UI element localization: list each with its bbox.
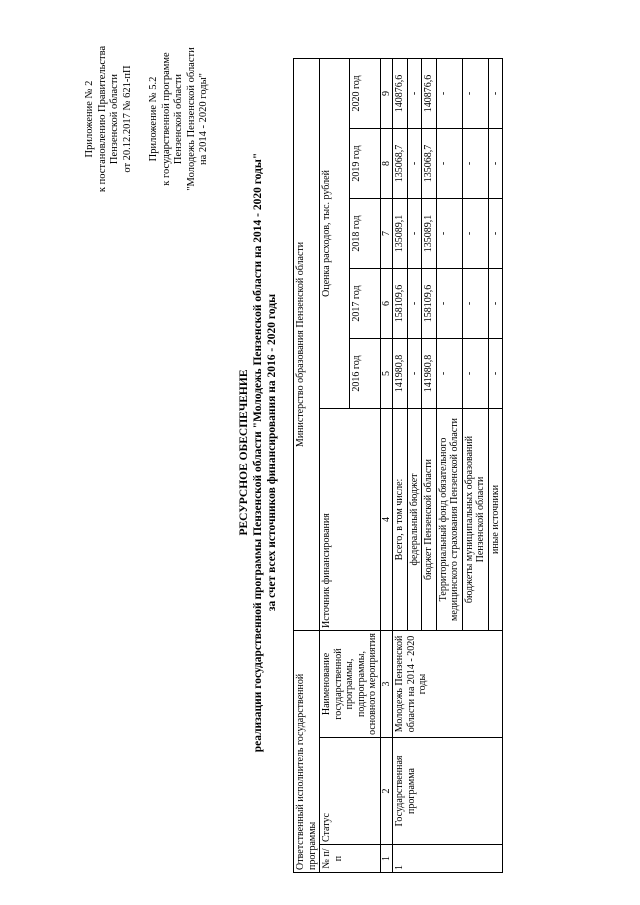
appendix-main-line: Пензенской области xyxy=(109,73,120,165)
value-cell: 158109,6 xyxy=(422,268,437,338)
value-cell: - xyxy=(462,58,488,128)
appendix-main-block xyxy=(84,4,134,234)
header-num: № п/п xyxy=(320,845,381,873)
value-cell: - xyxy=(462,338,488,408)
resource-table xyxy=(293,58,503,873)
value-cell: - xyxy=(488,58,503,128)
column-number: 3 xyxy=(380,630,393,737)
value-cell: - xyxy=(407,268,422,338)
source-cell: бюджеты муниципальных образований Пензенской области xyxy=(462,408,488,630)
responsible-label: Ответственный исполнитель государственной программы xyxy=(294,630,320,872)
responsible-row xyxy=(294,58,320,872)
source-cell: бюджет Пензенской области xyxy=(422,408,437,630)
appendix-sub-line: "Молодежь Пензенской области xyxy=(185,47,197,191)
document-subtitle-2: за счет всех источников финансирования на 2016 - 2020 годы xyxy=(266,293,278,612)
column-numbers-row xyxy=(380,58,393,872)
value-cell: - xyxy=(462,128,488,198)
year-header: 2018 год xyxy=(350,198,380,268)
appendix-sub-line: Приложение № 5.2 xyxy=(148,76,159,162)
value-cell: - xyxy=(488,128,503,198)
value-cell: - xyxy=(488,268,503,338)
value-cell: - xyxy=(436,268,462,338)
document-subtitle: реализации государственной программы Пензенской области "Молодежь Пензенской области на 2014 - 2020 годы" xyxy=(252,152,264,753)
value-cell: - xyxy=(407,338,422,408)
value-cell: - xyxy=(436,338,462,408)
column-number: 5 xyxy=(380,338,393,408)
row-number: 1 xyxy=(393,845,503,873)
appendix-main-line: к постановлению Правительства xyxy=(96,45,108,193)
column-number: 4 xyxy=(380,408,393,630)
value-cell: 135089,1 xyxy=(422,198,437,268)
appendix-main-line: Приложение № 2 xyxy=(84,80,95,158)
value-cell: - xyxy=(462,198,488,268)
table-row xyxy=(393,58,408,872)
responsible-value: Министерство образования Пензенской области xyxy=(294,58,320,630)
value-cell: 135089,1 xyxy=(393,198,408,268)
value-cell: - xyxy=(436,58,462,128)
value-cell: - xyxy=(462,268,488,338)
value-cell: 135068,7 xyxy=(422,128,437,198)
program-name-cell: Молодежь Пензенской области на 2014 - 2020 годы xyxy=(393,630,503,737)
header-source: Источник финансирования xyxy=(320,408,381,630)
value-cell: - xyxy=(488,338,503,408)
column-number: 6 xyxy=(380,268,393,338)
header-row xyxy=(320,58,350,872)
appendix-sub-line: Пензенской области xyxy=(173,73,184,165)
value-cell: - xyxy=(407,58,422,128)
value-cell: 158109,6 xyxy=(393,268,408,338)
year-header: 2016 год xyxy=(350,338,380,408)
appendix-sub-line: к государственной программе xyxy=(160,52,172,186)
value-cell: 141980,8 xyxy=(422,338,437,408)
source-cell: федеральный бюджет xyxy=(407,408,422,630)
value-cell: 141980,8 xyxy=(393,338,408,408)
year-header: 2019 год xyxy=(350,128,380,198)
header-estimate: Оценка расходов, тыс. рублей xyxy=(320,58,350,408)
value-cell: - xyxy=(436,128,462,198)
appendix-sub-line: на 2014 - 2020 годы" xyxy=(198,73,209,165)
year-header: 2020 год xyxy=(350,58,380,128)
source-cell: Территориальный фонд обязательного медицинского страхования Пензенской области xyxy=(436,408,462,630)
source-cell: иные источники xyxy=(488,408,503,630)
column-number: 2 xyxy=(380,738,393,845)
value-cell: - xyxy=(436,198,462,268)
value-cell: 135068,7 xyxy=(393,128,408,198)
column-number: 8 xyxy=(380,128,393,198)
value-cell: - xyxy=(407,128,422,198)
appendix-main-line: от 20.12.2017 № 621-пП xyxy=(121,65,133,173)
header-status: Статус xyxy=(320,738,381,845)
year-header: 2017 год xyxy=(350,268,380,338)
document-title: РЕСУРСНОЕ ОБЕСПЕЧЕНИЕ xyxy=(238,369,250,536)
value-cell: - xyxy=(488,198,503,268)
column-number: 9 xyxy=(380,58,393,128)
status-cell: Государственная программа xyxy=(393,738,503,845)
column-number: 7 xyxy=(380,198,393,268)
source-cell: Всего, в том числе: xyxy=(393,408,408,630)
value-cell: - xyxy=(407,198,422,268)
column-number: 1 xyxy=(380,845,393,873)
appendix-sub-block xyxy=(148,4,211,234)
header-name: Наименование государственной программы, подпрограммы, основного мероприятия xyxy=(320,630,381,737)
value-cell: 140876,6 xyxy=(422,58,437,128)
value-cell: 140876,6 xyxy=(393,58,408,128)
